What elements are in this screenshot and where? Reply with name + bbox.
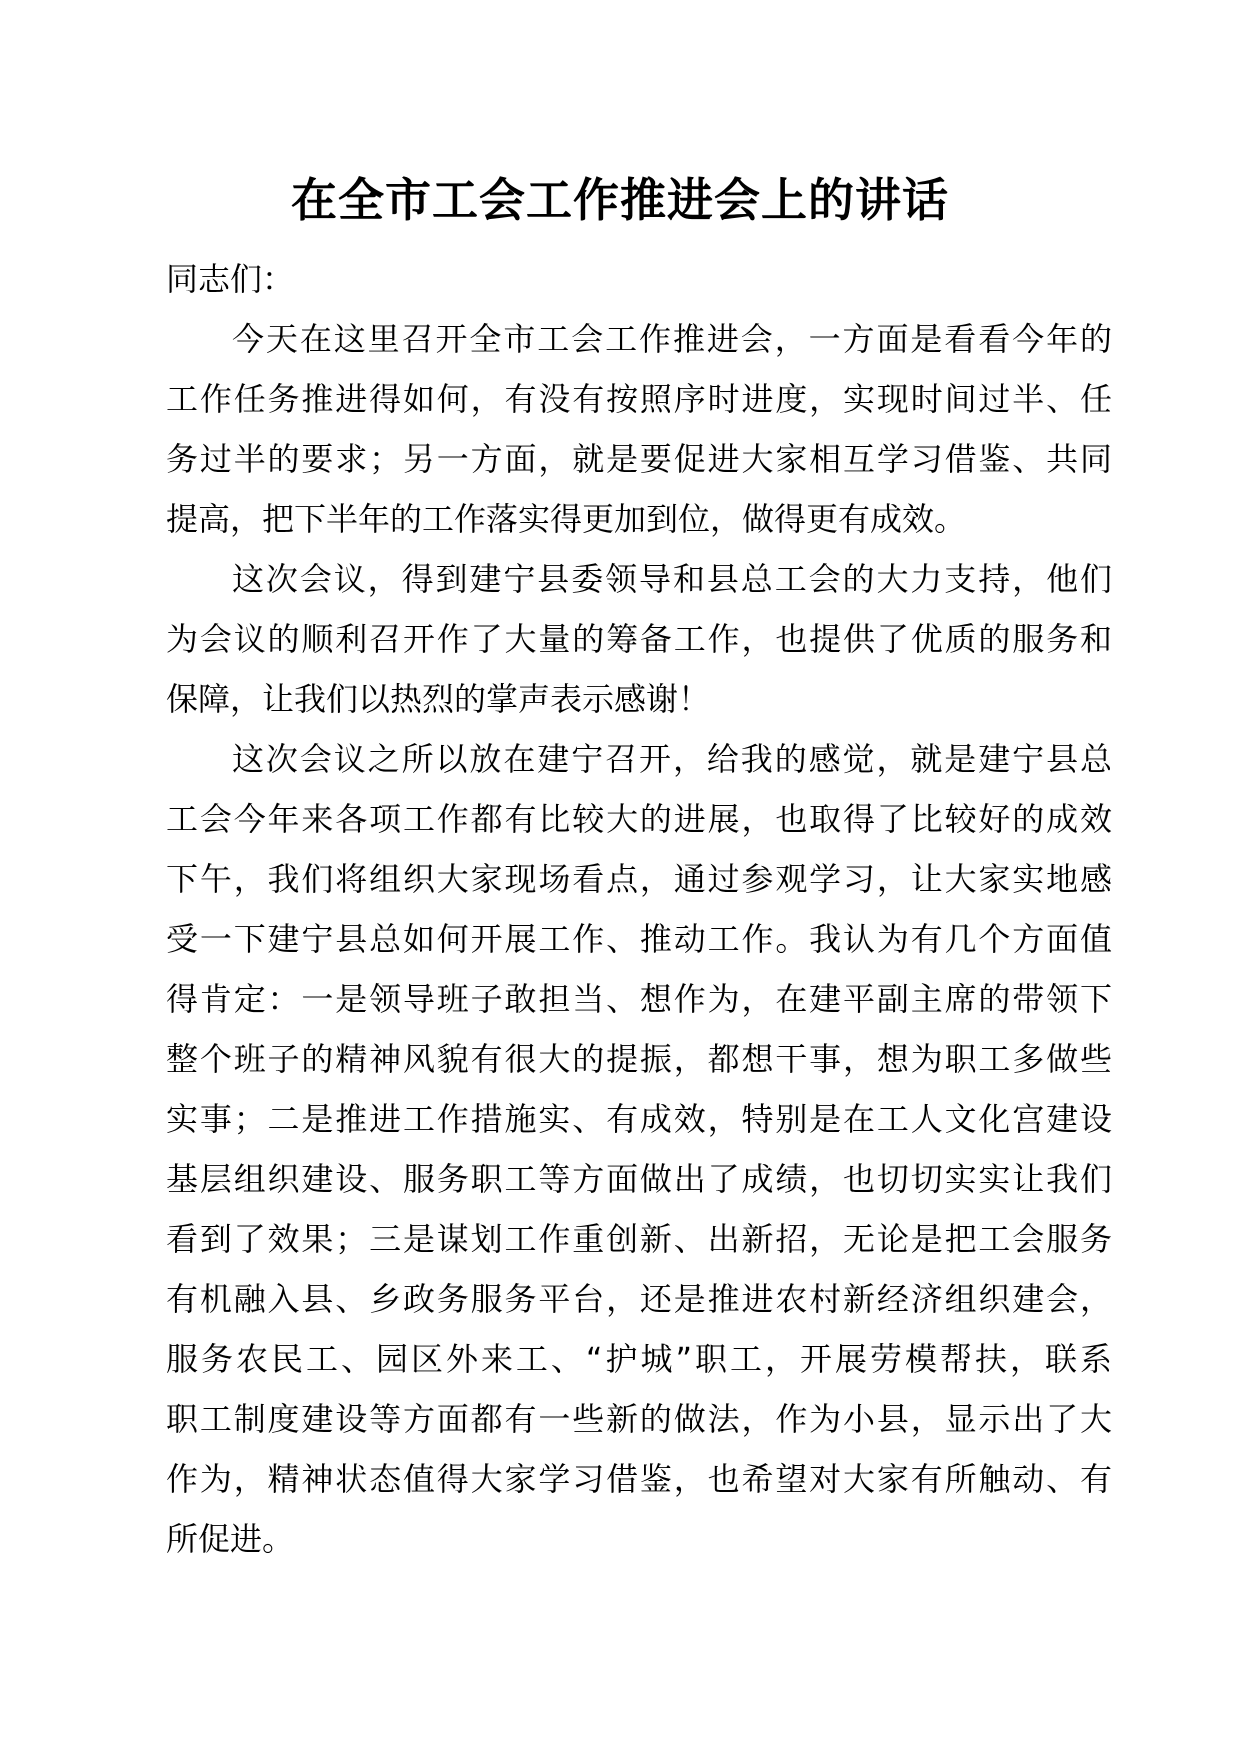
text-line: 服务农民工、园区外来工、“护城”职工，开展劳模帮扶，联系 bbox=[166, 1340, 1112, 1378]
paragraph-1 bbox=[166, 309, 1112, 549]
text-line: 实事；二是推进工作措施实、有成效，特别是在工人文化宫建设 bbox=[166, 1100, 1112, 1138]
text-line: 下午，我们将组织大家现场看点，通过参观学习，让大家实地感 bbox=[166, 860, 1112, 898]
text-line: 基层组织建设、服务职工等方面做出了成绩，也切切实实让我们 bbox=[166, 1160, 1112, 1198]
text-line: 整个班子的精神风貌有很大的提振，都想干事，想为职工多做些 bbox=[166, 1040, 1112, 1078]
text-line: 这次会议之所以放在建宁召开，给我的感觉，就是建宁县总 bbox=[232, 740, 1112, 778]
text-line: 今天在这里召开全市工会工作推进会，一方面是看看今年的 bbox=[232, 320, 1112, 358]
text-line: 作为，精神状态值得大家学习借鉴，也希望对大家有所触动、有 bbox=[166, 1460, 1112, 1498]
text-line: 工会今年来各项工作都有比较大的进展，也取得了比较好的成效 bbox=[166, 800, 1112, 838]
text-line: 有机融入县、乡政务服务平台，还是推进农村新经济组织建会， bbox=[166, 1280, 1112, 1318]
text-line: 职工制度建设等方面都有一些新的做法，作为小县，显示出了大 bbox=[166, 1400, 1112, 1438]
text-line: 保障，让我们以热烈的掌声表示感谢！ bbox=[166, 680, 711, 718]
text-line: 得肯定：一是领导班子敢担当、想作为，在建平副主席的带领下 bbox=[166, 980, 1112, 1018]
document-body bbox=[166, 249, 1112, 1569]
text-line: 受一下建宁县总如何开展工作、推动工作。我认为有几个方面值 bbox=[166, 920, 1112, 958]
salutation: 同志们： bbox=[166, 260, 295, 298]
paragraph-3 bbox=[166, 729, 1112, 1569]
text-line: 这次会议，得到建宁县委领导和县总工会的大力支持，他们 bbox=[232, 560, 1112, 598]
text-line: 提高，把下半年的工作落实得更加到位，做得更有成效。 bbox=[166, 500, 967, 538]
text-line: 工作任务推进得如何，有没有按照序时进度，实现时间过半、任 bbox=[166, 380, 1112, 418]
paragraph-2 bbox=[166, 549, 1112, 729]
text-line: 所促进。 bbox=[166, 1520, 295, 1558]
text-line: 为会议的顺利召开作了大量的筹备工作，也提供了优质的服务和 bbox=[166, 620, 1112, 658]
document-title: 在全市工会工作推进会上的讲话 bbox=[291, 173, 949, 227]
text-line: 务过半的要求；另一方面，就是要促进大家相互学习借鉴、共同 bbox=[166, 440, 1112, 478]
text-line: 看到了效果；三是谋划工作重创新、出新招，无论是把工会服务 bbox=[166, 1220, 1112, 1258]
